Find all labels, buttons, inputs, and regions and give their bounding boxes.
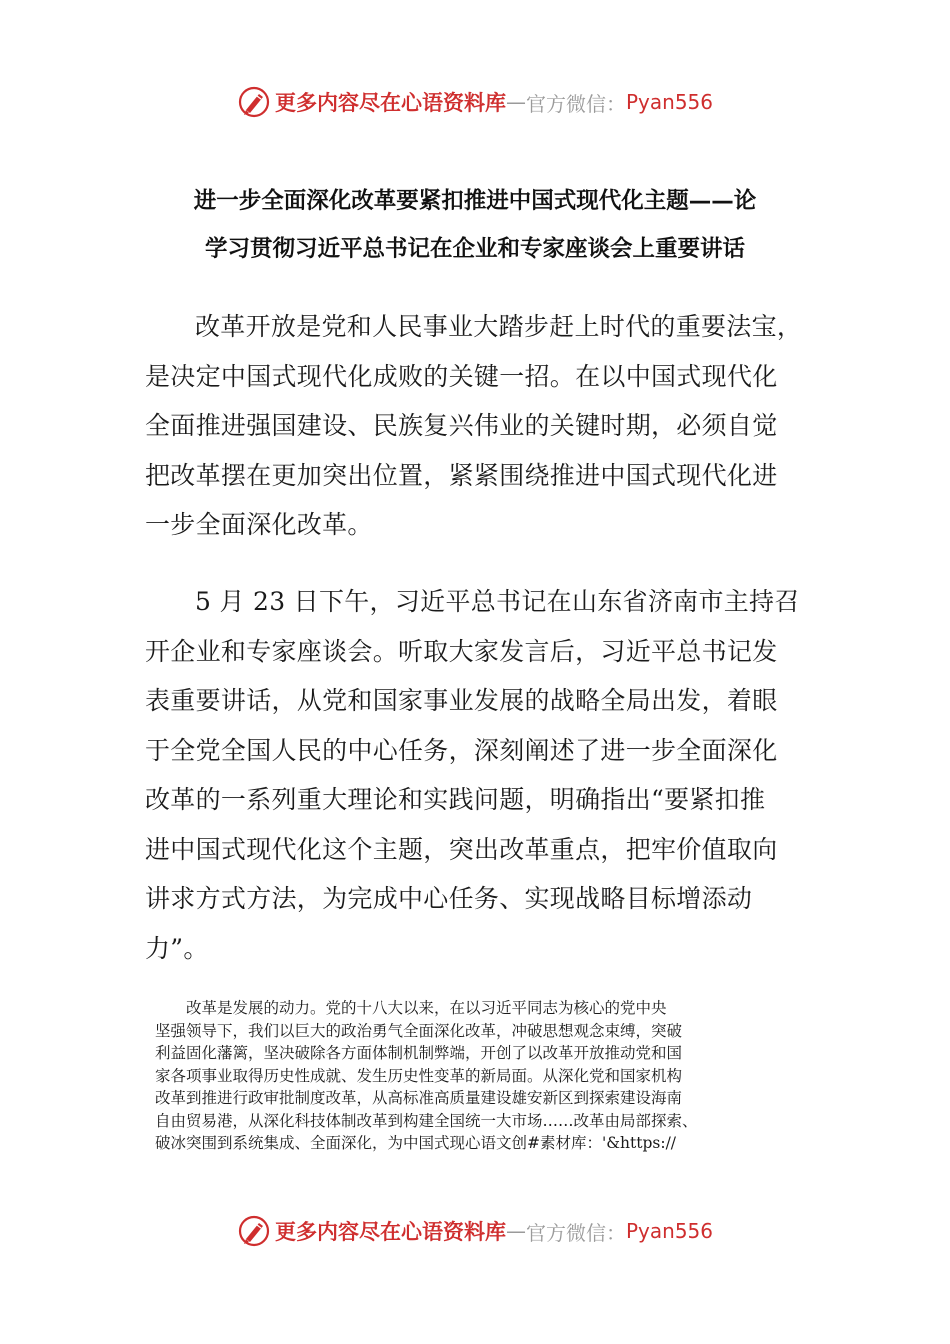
banner-text: 更多内容尽在心语资料库: [274, 1219, 506, 1244]
banner-wechat-id: Pyan556: [625, 90, 713, 114]
paragraph-line: 自由贸易港，从深化科技体制改革到构建全国统一大市场……改革由局部探索、: [155, 1111, 698, 1130]
paragraph-line: 把改革摆在更加突出位置，紧紧围绕推进中国式现代化进: [145, 460, 778, 490]
banner-dash: —: [505, 1219, 526, 1243]
paragraph-line: 讲求方式方法，为完成中心任务、实现战略目标增添动: [145, 884, 753, 913]
paragraph-line: 坚强领导下，我们以巨大的政治勇气全面深化改革，冲破思想观念束缚，突破: [155, 1021, 683, 1040]
paragraph-line: 表重要讲话，从党和国家事业发展的战略全局出发，着眼: [145, 686, 778, 715]
banner-wechat-label: 官方微信：: [525, 91, 626, 116]
paragraph-line: 家各项事业取得历史性成就、发生历史性变革的新局面。从深化党和国家机构: [155, 1066, 683, 1085]
paragraph-line: 5 月 23 日下午，习近平总书记在山东省济南市主持召: [195, 587, 800, 616]
paragraph-line: 于全党全国人民的中心任务，深刻阐述了进一步全面深化: [145, 735, 778, 765]
paragraph-1: [145, 302, 825, 550]
paragraph-line: 全面推进强国建设、民族复兴伟业的关键时期，必须自觉: [145, 411, 778, 440]
paragraph-line: 开企业和专家座谈会。听取大家发言后，习近平总书记发: [145, 636, 778, 666]
paragraph-line: 利益固化藩篱，坚决破除各方面体制机制弊端，开创了以改革开放推动党和国: [155, 1044, 683, 1062]
paragraph-line: 进中国式现代化这个主题，突出改革重点，把牢价值取向: [145, 834, 778, 864]
paragraph-3: [155, 997, 805, 1155]
pen-circle-logo-icon: [237, 85, 271, 119]
footer-banner: [0, 1211, 950, 1251]
paragraph-line: 改革的一系列重大理论和实践问题，明确指出“要紧扣推: [145, 785, 766, 814]
banner-wechat-label: 官方微信：: [525, 1220, 626, 1245]
paragraph-line: 改革开放是党和人民事业大踏步赶上时代的重要法宝，: [195, 312, 803, 341]
document-title-line-2: 学习贯彻习近平总书记在企业和专家座谈会上重要讲话: [204, 236, 745, 262]
header-banner: [0, 82, 950, 122]
paragraph-line: 破冰突围到系统集成、全面深化，为中国式现心语文创#素材库：'&https://: [155, 1134, 677, 1152]
paragraph-line: 改革是发展的动力。党的十八大以来，在以习近平同志为核心的党中央: [186, 999, 667, 1017]
banner-wechat-id: Pyan556: [625, 1219, 713, 1243]
paragraph-2: [145, 577, 825, 973]
document-title-line-1: 进一步全面深化改革要紧扣推进中国式现代化主题——论: [193, 188, 757, 214]
paragraph-line: 一步全面深化改革。: [145, 510, 373, 539]
paragraph-line: 改革到推进行政审批制度改革，从高标准高质量建设雄安新区到探索建设海南: [155, 1089, 683, 1107]
pen-circle-logo-icon: [237, 1214, 271, 1248]
paragraph-line: 力”。: [145, 933, 209, 963]
paragraph-line: 是决定中国式现代化成败的关键一招。在以中国式现代化: [145, 361, 778, 391]
banner-text: 更多内容尽在心语资料库: [274, 90, 506, 115]
banner-dash: —: [505, 90, 526, 114]
